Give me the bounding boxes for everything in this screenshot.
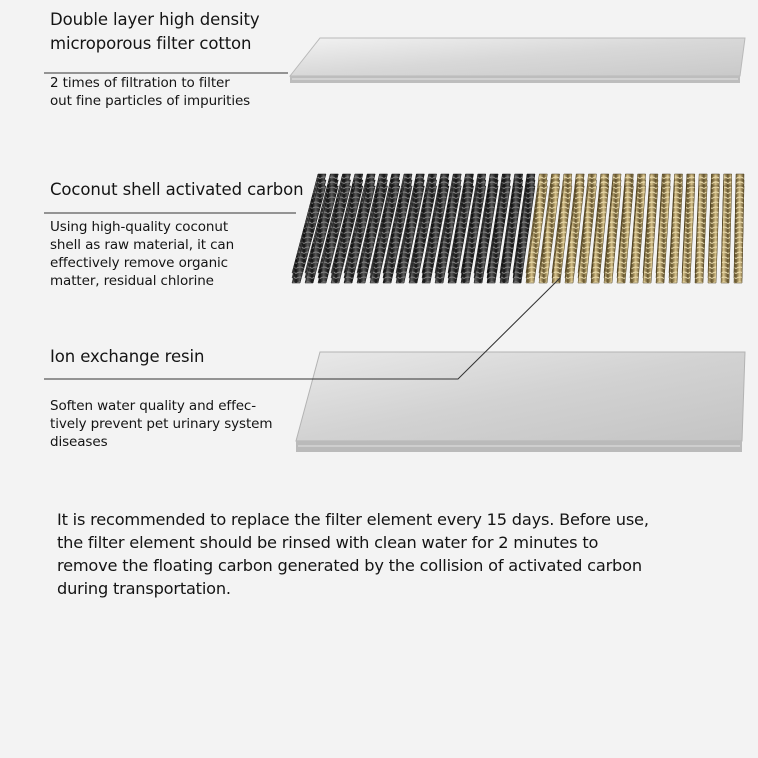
layer-desc-line: Soften water quality and effec- [50,398,257,414]
layer-title-line: Coconut shell activated carbon [50,180,304,199]
carbon-coil-gold [643,186,658,283]
resin-plate [296,352,745,452]
layer-title-line: microporous filter cotton [50,34,252,53]
note-line: during transportation. [57,579,231,598]
activated-carbon-coils [292,174,744,283]
note-line: It is recommended to replace the filter element every 15 days. Before use, [57,510,649,529]
layer-desc-line: Using high-quality coconut [50,219,229,235]
carbon-coil-gold [695,186,707,283]
layer-desc-activated-carbon [50,218,234,290]
layer-desc-line: diseases [50,434,108,450]
layer-title-filter-cotton [50,8,260,56]
layer-desc-line: shell as raw material, it can [50,237,235,253]
layer-desc-line: matter, residual chlorine [50,273,214,289]
layer-title-line: Ion exchange resin [50,347,205,366]
layer-desc-line: effectively remove organic [50,255,229,271]
layer-title-ion-exchange-resin [50,345,204,369]
filter-cotton-plate [290,38,745,83]
layer-desc-line: out fine particles of impurities [50,93,251,109]
carbon-coil-gold [708,186,719,283]
carbon-coil-gold [721,186,732,283]
note-line: remove the floating carbon generated by the collision of activated carbon [57,556,642,575]
layer-desc-filter-cotton [50,74,250,110]
carbon-coil-gold [656,186,670,283]
carbon-coil-gold [734,186,744,283]
replacement-note [57,508,649,600]
layer-desc-line: tively prevent pet urinary system [50,416,273,432]
layer-desc-ion-exchange-resin [50,397,272,451]
layer-title-line: Double layer high density [50,10,260,29]
layer-title-activated-carbon [50,178,303,202]
layer-desc-line: 2 times of filtration to filter [50,75,230,91]
note-line: the filter element should be rinsed with clean water for 2 minutes to [57,533,599,552]
